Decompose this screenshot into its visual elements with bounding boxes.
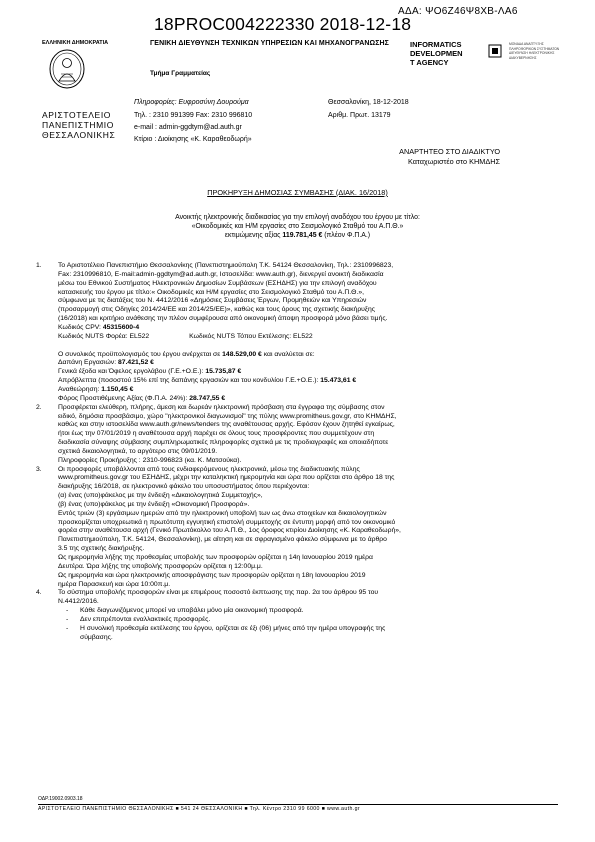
document-title: ΠΡΟΚΗΡΥΞΗ ΔΗΜΟΣΙΑΣ ΣΥΜΒΑΣΗΣ (ΔΙΑΚ. 16/2018) bbox=[207, 188, 388, 197]
cost-works-amount: 87.421,52 € bbox=[117, 359, 154, 367]
general-directorate: ΓΕΝΙΚΗ ΔΙΕΥΘΥΝΣΗ ΤΕΧΝΙΚΩΝ ΥΠΗΡΕΣΙΩΝ ΚΑΙ ΜΗΧΑΝΟΓΡΑΝΩΣΗΣ bbox=[150, 40, 389, 47]
overhead-line bbox=[58, 368, 556, 377]
university-name bbox=[42, 110, 116, 140]
vat-line bbox=[58, 395, 556, 404]
university-emblem-icon bbox=[47, 48, 87, 90]
cpv-code: 45315600-4 bbox=[102, 323, 140, 331]
item-1 bbox=[36, 262, 556, 404]
estimated-value: 119.781,45 € bbox=[282, 232, 323, 240]
text-line: Οι προσφορές υποβάλλονται από τους ενδιαφερόμενους ηλεκτρονικά, μέσω της διαδικτυακής πύλης bbox=[58, 465, 360, 473]
nuts-site-label: Κωδικός NUTS Τόπου Εκτέλεσης: bbox=[189, 332, 294, 340]
nuts-body-label: Κωδικός NUTS Φορέα: bbox=[58, 332, 130, 340]
item-content bbox=[58, 466, 556, 590]
item-number: 3. bbox=[36, 465, 42, 473]
item-number: 4. bbox=[36, 589, 42, 597]
budget-suffix: και αναλύεται σε: bbox=[261, 350, 315, 358]
bullet-text: Η συνολική προθεσμία εκτέλεσης του έργου, ορίζεται σε έξι (06) μήνες από την ημέρα υπογραφής της bbox=[80, 624, 386, 632]
university-name-line: ΠΑΝΕΠΙΣΤΗΜΙΟ bbox=[42, 120, 114, 130]
text-line: ήτοι έως την 07/01/2019 η αναθέτουσα αρχή παρέχει σε όλους τους προσφέροντες που συμμετέχουν στη bbox=[58, 430, 375, 438]
item-number: 1. bbox=[36, 262, 42, 269]
posting-labels bbox=[392, 147, 500, 167]
contact-phone: Τηλ. : 2310 991399 Fax: 2310 996810 bbox=[134, 112, 253, 119]
contact-email: e-mail : admin-ggdtym@ad.auth.gr bbox=[134, 124, 242, 131]
item-number: 2. bbox=[36, 403, 42, 411]
document-number: 18PROC004222330 2018-12-18 bbox=[154, 14, 412, 34]
nuts-site-code: EL522 bbox=[293, 332, 313, 340]
contingency-label: Απρόβλεπτα (ποσοστού 15% επί της δαπάνης εργασιών και του κονδυλίου Γ.Ε.+Ο.Ε.): bbox=[58, 377, 321, 385]
bullet-dash: - bbox=[66, 615, 69, 623]
item-content bbox=[58, 262, 556, 404]
text-line: μέσω του Εθνικού Συστήματος Ηλεκτρονικών Δημοσίων Συμβάσεων (ΕΣΗΔΗΣ) για την επιλογή αναδόχου bbox=[58, 279, 377, 287]
cpv-line bbox=[58, 324, 556, 333]
nuts-line bbox=[58, 333, 556, 342]
intro-block bbox=[0, 213, 595, 241]
text-line: Το Αριστοτέλειο Πανεπιστήμιο Θεσσαλονίκης (Πανεπιστημιούπολη Τ.Κ. 54124 Θεσσαλονίκη, Τηλ.: 2310996823, bbox=[58, 262, 394, 269]
contact-info: Πληροφορίες: Ευφροσύνη Δουρούμα bbox=[134, 99, 249, 106]
contingency-line bbox=[58, 377, 556, 386]
text-line: Fax: 2310996810, E-mail:admin-ggdtym@ad.auth.gr, Ιστοσελίδα: www.auth.gr), διενεργεί ανοικτή διαδικασία bbox=[58, 270, 384, 278]
posting-line: ΑΝΑΡΤΗΤΕΟ ΣΤΟ ΔΙΑΔΙΚΤΥΟ bbox=[399, 147, 500, 156]
announcement-items bbox=[36, 262, 556, 642]
logo-line: DEVELOPMEN bbox=[410, 49, 463, 59]
text-line: Ως ημερομηνία λήξης της προθεσμίας υποβολής των προσφορών ορίζεται η 14η Ιανουαρίου 2019 ημέρα bbox=[58, 554, 373, 561]
state-label: ΕΛΛΗΝΙΚΗ ΔΗΜΟΚΡΑΤΙΑ bbox=[42, 40, 109, 46]
university-name-line: ΘΕΣΣΑΛΟΝΙΚΗΣ bbox=[42, 130, 116, 140]
overhead-label: Γενικά έξοδα και Όφελος εργολάβου (Γ.Ε.+Ο.Ε.): bbox=[58, 368, 206, 376]
university-name-line: ΑΡΙΣΤΟΤΕΛΕΙΟ bbox=[42, 110, 111, 120]
cpv-label: Κωδικός CPV: bbox=[58, 323, 103, 331]
revision-amount: 1.150,45 € bbox=[101, 385, 134, 393]
text-line: Το σύστημα υποβολής προσφορών είναι με επιμέρους ποσοστό έκπτωσης της παρ. 2α του άρθρου 95 του bbox=[58, 589, 379, 597]
vat-label: Φόρος Προστιθέμενης Αξίας (Φ.Π.Α. 24%): bbox=[58, 394, 190, 402]
item-content bbox=[58, 404, 556, 466]
intro-line: Ανοικτής ηλεκτρονικής διαδικασίας για την επιλογή αναδόχου του έργου με τίτλο: bbox=[175, 214, 420, 221]
budget-line bbox=[58, 351, 556, 360]
text-line: (β) ένας (υπο)φάκελος με την ένδειξη «Οικονομική Προσφορά». bbox=[58, 500, 250, 508]
bullet-text: Κάθε διαγωνιζόμενος μπορεί να υποβάλει μόνο μία οικονομική προσφορά. bbox=[80, 607, 304, 615]
bullet-text: Δεν επιτρέπονται εναλλακτικές προσφορές. bbox=[80, 615, 211, 623]
text-line: Εντός τριών (3) εργάσιμων ημερών από την ηλεκτρονική υποβολή των ως άνω στοιχείων και δικαιολογητικών bbox=[58, 509, 387, 517]
cost-works-label: Δαπάνη Εργασιών: bbox=[58, 359, 118, 367]
item-3 bbox=[36, 466, 556, 590]
text-line: φορέα στην αναθέτουσα αρχή (Γενικό Πρωτόκολλο του Α.Π.Θ., 1ος όροφος κτιρίου Διοίκησης «Κ. Καραθεοδωρή», bbox=[58, 527, 401, 535]
logo-line: INFORMATICS bbox=[410, 40, 462, 49]
footer-address: ΑΡΙΣΤΟΤΕΛΕΙΟ ΠΑΝΕΠΙΣΤΗΜΙΟ ΘΕΣΣΑΛΟΝΙΚΗΣ ■ 541 24 ΘΕΣΣΑΛΟΝΙΚΗ ■ Τηλ. Κέντρο 2310 99 6000 ■ www.auth.gr bbox=[38, 806, 361, 812]
text-line: κατασκευής του έργου με τίτλο:« Οικοδομικές και Η/Μ εργασίες στο Σεισμολογικό Σταθμό του Α.Π.Θ.», bbox=[58, 288, 364, 296]
bullet-dash: - bbox=[66, 624, 69, 632]
text-line: Ως ημερομηνία και ώρα ηλεκτρονικής αποσφράγισης των προσφορών ορίζεται η 18η Ιανουαρίου 2019 bbox=[58, 571, 366, 579]
cost-works-line bbox=[58, 359, 556, 368]
intro-line bbox=[0, 231, 595, 240]
revision-label: Αναθεώρηση: bbox=[58, 385, 102, 393]
budget-amount: 148.529,00 € bbox=[222, 350, 262, 358]
text-line: Ν.4412/2016. bbox=[58, 598, 99, 606]
intro-suffix: (πλέον Φ.Π.Α.) bbox=[322, 232, 371, 240]
overhead-amount: 15.735,87 € bbox=[205, 368, 242, 376]
bullet-item bbox=[58, 616, 556, 625]
vat-amount: 28.747,55 € bbox=[189, 394, 226, 402]
item-content bbox=[58, 589, 556, 642]
department-name: Τμήμα Γραμματείας bbox=[150, 70, 211, 77]
bullet-item-continuation bbox=[58, 634, 556, 643]
text-line: ημέρα Παρασκευή και ώρα 10:00π.μ. bbox=[58, 580, 171, 588]
text-line: σύμφωνα με τις διατάξεις του Ν. 4412/2016 «Δημόσιες Συμβάσεις Έργων, Προμηθειών και Υπηρεσιών bbox=[58, 297, 367, 305]
posting-line: Καταχωριστέο στο ΚΗΜΔΗΣ bbox=[407, 157, 500, 166]
text-line: Δευτέρα. Ώρα λήξης της υποβολής προσφορών ορίζεται η 12:00μ.μ. bbox=[58, 562, 263, 570]
intro-prefix: εκτιμώμενης αξίας bbox=[224, 232, 283, 240]
bullet-item bbox=[58, 607, 556, 616]
text-line: (16/2018) και κριτήριο ανάθεσης την πλέον συμφέρουσα από οικονομική άποψη προσφορά μόνο βάσει τιμής. bbox=[58, 315, 388, 323]
informatics-agency-logo bbox=[410, 40, 463, 68]
agency-description: ΜΟΝΑΔΑ ΑΝΑΠΤΥΞΗΣ ΠΛΗΡΟΦΟΡΙΚΩΝ ΣΥΣΤΗΜΑΤΩΝ ΔΙΕΥΘΥΝΣΗ ΗΛΕΚΤΡΟΝΙΚΗΣ ΔΙΑΚΥΒΕΡΝΗΣΗΣ bbox=[509, 42, 560, 60]
budget-label: Ο συνολικός προϋπολογισμός του έργου ανέρχεται σε bbox=[58, 350, 223, 358]
text-line: Προσφέρεται ελεύθερη, πλήρης, άμεση και δωρεάν ηλεκτρονική πρόσβαση στα έγγραφα της σύμβασης στον bbox=[58, 403, 385, 411]
text-line: διαδικασία σύναψης σύμβασης συμπληρωματικές πληροφορίες σχετικά με τις προδιαγραφές και οποιαδήποτε bbox=[58, 439, 389, 447]
protocol-number: Αριθμ. Πρωτ. 13179 bbox=[328, 112, 391, 119]
nuts-body-code: EL522 bbox=[129, 332, 150, 340]
bullet-text: σύμβασης. bbox=[80, 633, 113, 641]
text-line: (α) ένας (υπο)φάκελος με την ένδειξη «Δικαιολογητικά Συμμετοχής», bbox=[58, 492, 263, 500]
place-date: Θεσσαλονίκη, 18-12-2018 bbox=[328, 99, 409, 106]
contact-building: Κτίριο : Διοίκησης «Κ. Καραθεοδωρή» bbox=[134, 136, 252, 143]
text-line: www.promitheus.gov.gr του ΕΣΗΔΗΣ, μέχρι την καταληκτική ημερομηνία και ώρα που ορίζεται στο άρθρο 18 της bbox=[58, 474, 395, 482]
ada-code: ΑΔΑ: ΨΟ6Ζ46Ψ8ΧΒ-ΛΑ6 bbox=[398, 6, 518, 17]
bullet-dash: - bbox=[66, 607, 69, 615]
text-line: (προσαρμογή στις Οδηγίες 2014/24/ΕΕ και 2014/25/ΕΕ)», καθώς και τους όρους της σχετικής διακήρυξης bbox=[58, 306, 376, 314]
intro-line: «Οικοδομικές και Η/Μ εργασίες στο Σεισμολογικό Σταθμό του Α.Π.Θ.» bbox=[191, 223, 404, 231]
text-line: προσκομίζεται υποχρεωτικά η πρωτότυπη εγγυητική επιστολή συμμετοχής σε έντυπη μορφή από τον οικονομικό bbox=[58, 518, 396, 526]
contingency-amount: 15.473,61 € bbox=[320, 377, 357, 385]
item-4 bbox=[36, 589, 556, 642]
text-line: ειδικό, δημόσια προσβάσιμο, χώρο "ηλεκτρονικοί διαγωνισμοί" της πύλης www.promitheus.gov.gr, στο ΚΗΜΔΗΣ, bbox=[58, 412, 397, 420]
footer-code: ΟΔΡ.19002.0903.18 bbox=[38, 796, 83, 802]
text-line: σχετικά δικαιολογητικά, το αργότερο στις 09/01/2019. bbox=[58, 447, 218, 455]
text-line: καθώς και στην ιστοσελίδα www.auth.gr/news/tenders της αναθέτουσας αρχής. Εφόσον έχουν ζητηθεί εγκαίρως, bbox=[58, 421, 395, 429]
logo-line: T AGENCY bbox=[410, 58, 449, 68]
text-line: Πανεπιστημιούπολη, Τ.Κ. 54124, Θεσσαλονίκη), με αίτηση και σε σφραγισμένο φάκελο σύμφωνα με το άρθρο bbox=[58, 536, 387, 544]
footer-divider bbox=[38, 804, 558, 805]
text-line: διακήρυξης 16/2018, σε ηλεκτρονικό φάκελο του υποσυστήματος όπου περιέχονται: bbox=[58, 483, 310, 491]
revision-line bbox=[58, 386, 556, 395]
item-2 bbox=[36, 404, 556, 466]
bullet-item bbox=[58, 625, 556, 634]
text-line: 3.5 της σχετικής διακήρυξης. bbox=[58, 545, 145, 553]
text-line: Πληροφορίες Προκήρυξης : 2310-996823 (κα. Κ. Ματσούκα). bbox=[58, 456, 242, 464]
agency-badge-icon bbox=[488, 44, 502, 58]
